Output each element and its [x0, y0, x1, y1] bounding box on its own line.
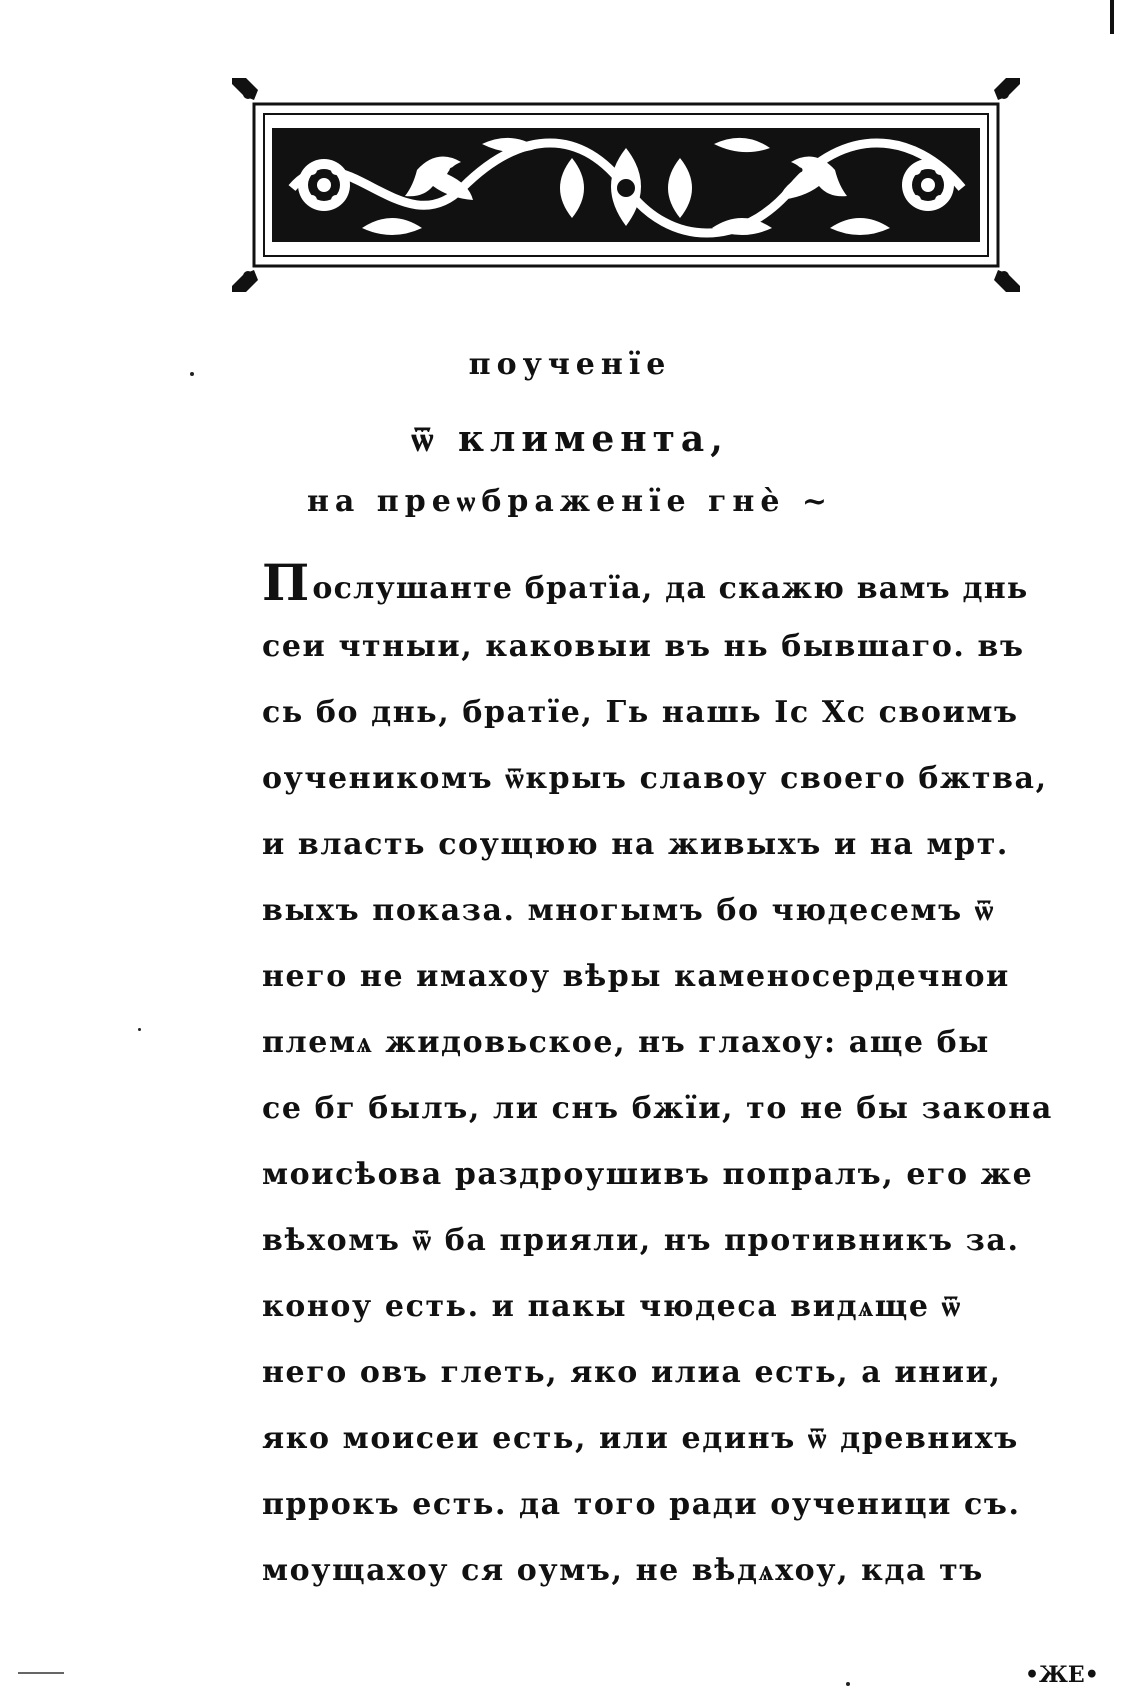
title-line-1: поученїе — [468, 347, 672, 382]
drop-initial: П — [262, 553, 311, 612]
body-text — [262, 548, 1053, 1604]
ornamental-headpiece — [232, 78, 1020, 292]
text-line-15: пррокъ есть. да того ради оученици съ. — [262, 1487, 1021, 1522]
text-line-6: выхъ показа. многымъ бо чюдесемъ ѿ — [262, 893, 995, 928]
rosette-left — [298, 159, 350, 211]
text-line-3: сь бо днь, братїе, Гь нашь Іс Хс своимъ — [262, 695, 1019, 730]
text-line-5: и власть соущюю на живыхъ и на мрт. — [262, 827, 1009, 862]
text-line-8: племѧ жидовьское, нъ глахоу: аще бы — [262, 1025, 990, 1060]
footer-signature-mark: •ЖЕ• — [1025, 1662, 1099, 1688]
page-edge-mark — [1110, 0, 1114, 34]
headpiece-ornament-graphic — [232, 78, 1020, 292]
scan-edge-line — [18, 1672, 64, 1674]
text-line-10: моисѣова раздроушивъ попралъ, его же — [262, 1157, 1034, 1192]
text-line-12: коноу есть. и пакы чюдеса видѧще ѿ — [262, 1289, 962, 1324]
title-line-3: на преѡбраженїе гнѐ ~ — [306, 484, 834, 519]
scan-speck — [138, 1028, 141, 1031]
rosette-right — [902, 159, 954, 211]
text-line-1-rest: ослушанте братїа, да скажю вамъ днь — [312, 571, 1029, 606]
text-line-4: оученикомъ ѿкрыъ славоу своего бжтва, — [262, 761, 1048, 796]
scan-speck — [846, 1682, 850, 1686]
text-line-16: моущахоу ся оумъ, не вѣдѧхоу, кда тъ — [262, 1553, 984, 1588]
text-line-1 — [262, 548, 1029, 614]
text-line-2: сеи чтныи, каковыи въ нь бывшаго. въ — [262, 629, 1025, 664]
text-line-7: него не имахоу вѣры каменосердечнои — [262, 959, 1010, 994]
text-line-14: яко моисеи есть, или единъ ѿ древнихъ — [262, 1421, 1019, 1456]
title-line-2: ѿ климента, — [411, 418, 729, 460]
text-line-13: него овъ глеть, яко илиа есть, а инии, — [262, 1355, 1002, 1390]
scan-speck — [190, 372, 194, 376]
text-line-9: се бг былъ, ли снъ бжїи, то не бы закона — [262, 1091, 1053, 1126]
text-line-11: вѣхомъ ѿ ба прияли, нъ противникъ за. — [262, 1223, 1020, 1258]
